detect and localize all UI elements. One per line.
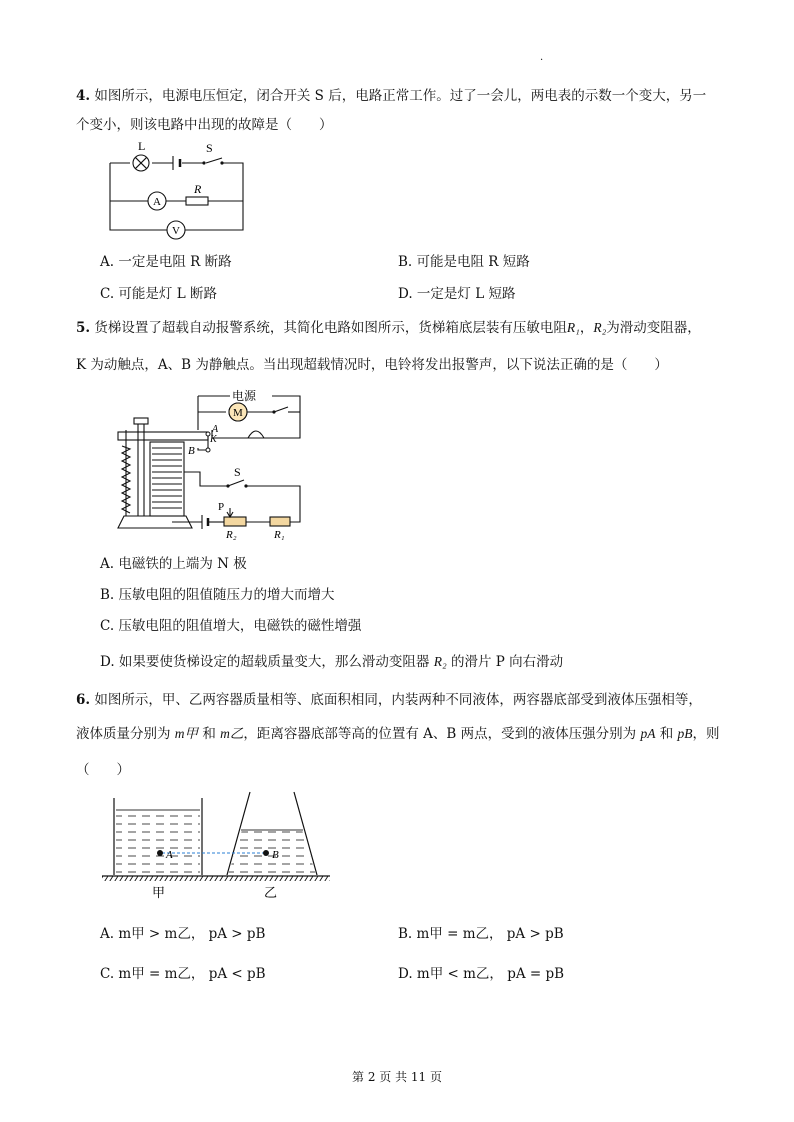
q6-option-d[interactable]: D. m甲 < m乙， pA = pB <box>398 966 565 982</box>
q4-stem-line1 <box>76 84 706 104</box>
q6-m-jia: m甲 <box>174 726 199 741</box>
q5-text-1a: 货梯设置了超载自动报警系统，其简化电路如图所示，货梯箱底层装有压敏电阻 <box>94 320 567 336</box>
q6-stem-line3: （ ） <box>76 762 130 778</box>
q5-stem-line2: K 为动触点，A、B 为静触点。当出现超载情况时，电铃将发出报警声，以下说法正确的是（ ） <box>76 357 668 373</box>
q5-label-r2: R₂ <box>226 529 237 541</box>
q5-stem-line1 <box>76 316 701 336</box>
q4-text-1: 如图所示，电源电压恒定，闭合开关 S 后，电路正常工作。过了一会儿，两电表的示数一个变大，另一 <box>94 88 707 104</box>
q4-number: 4. <box>76 88 91 104</box>
q6-option-b[interactable]: B. m甲 = m乙， pA > pB <box>398 926 564 942</box>
q6-m-yi: m乙 <box>220 726 244 741</box>
q5-option-a[interactable]: A. 电磁铁的上端为 N 极 <box>100 556 247 572</box>
q5-number: 5. <box>76 320 91 336</box>
q5-option-d[interactable] <box>100 650 563 670</box>
q6-label-jia: 甲 <box>152 885 166 900</box>
q5-option-c[interactable]: C. 压敏电阻的阻值增大，电磁铁的磁性增强 <box>100 618 362 634</box>
page-footer: 第 2 页 共 11 页 <box>352 1070 442 1084</box>
q6-pb: pB <box>677 726 693 741</box>
q6-stem-line1 <box>76 688 702 708</box>
q6-label-b: B <box>272 849 279 861</box>
q4-option-d[interactable]: D. 一定是灯 L 短路 <box>398 286 516 302</box>
q5-label-a: A <box>212 424 219 435</box>
q6-text-2a: 液体质量分别为 <box>76 726 171 742</box>
q4-label-ammeter: A <box>153 196 161 208</box>
q4-stem-line2: 个变小，则该电路中出现的故障是（ ） <box>76 117 333 133</box>
q5-label-r1: R₁ <box>274 529 285 541</box>
q4-option-a[interactable]: A. 一定是电阻 R 断路 <box>100 254 232 270</box>
q6-text-1: 如图所示，甲、乙两容器质量相等、底面积相同，内装两种不同液体，两容器底部受到液体压强相等， <box>94 692 702 708</box>
q5-option-d-r2: R₂ <box>433 654 447 669</box>
q6-containers-diagram <box>98 788 338 900</box>
q6-option-c[interactable]: C. m甲 = m乙， pA < pB <box>100 966 266 982</box>
q6-label-yi: 乙 <box>264 885 278 900</box>
q6-text-2b: 和 <box>202 726 216 742</box>
q6-text-2e: ，则 <box>692 726 720 742</box>
q4-label-lamp: L <box>138 139 146 153</box>
corner-mark: . <box>540 52 544 63</box>
q5-alarm-circuit-diagram <box>112 376 308 541</box>
q4-option-c[interactable]: C. 可能是灯 L 断路 <box>100 286 217 302</box>
q5-label-p: P <box>218 501 225 513</box>
q5-r2: R₂ <box>593 320 607 335</box>
q5-option-d-text1: D. 如果要使货梯设定的超载质量变大，那么滑动变阻器 <box>100 654 430 670</box>
q5-r1: R₁ <box>566 320 580 335</box>
q6-pa: pA <box>640 726 656 741</box>
q5-label-b: B <box>188 445 195 457</box>
q5-option-b[interactable]: B. 压敏电阻的阻值随压力的增大而增大 <box>100 587 335 603</box>
q5-option-d-text2: 的滑片 P 向右滑动 <box>450 654 564 670</box>
q4-label-resistor: R <box>194 182 202 196</box>
q5-text-1b: ， <box>579 320 594 336</box>
q4-circuit-diagram <box>100 138 260 243</box>
q6-label-a: A <box>166 849 173 861</box>
q6-number: 6. <box>76 692 91 708</box>
q5-label-motor: M <box>233 407 243 419</box>
q4-option-b[interactable]: B. 可能是电阻 R 短路 <box>398 254 530 270</box>
q5-label-s: S <box>234 465 241 479</box>
q4-label-switch: S <box>206 141 213 155</box>
q6-text-2d: 和 <box>659 726 674 742</box>
q4-label-voltmeter: V <box>172 225 180 237</box>
q6-stem-line2 <box>76 722 720 742</box>
q5-label-k: K <box>210 434 217 445</box>
q5-text-1c: 为滑动变阻器， <box>606 320 701 336</box>
q6-option-a[interactable]: A. m甲 > m乙， pA > pB <box>100 926 266 942</box>
q6-text-2c: ，距离容器底部等高的位置有 A、B 两点，受到的液体压强分别为 <box>243 726 637 742</box>
q5-label-power: 电源 <box>232 389 257 403</box>
